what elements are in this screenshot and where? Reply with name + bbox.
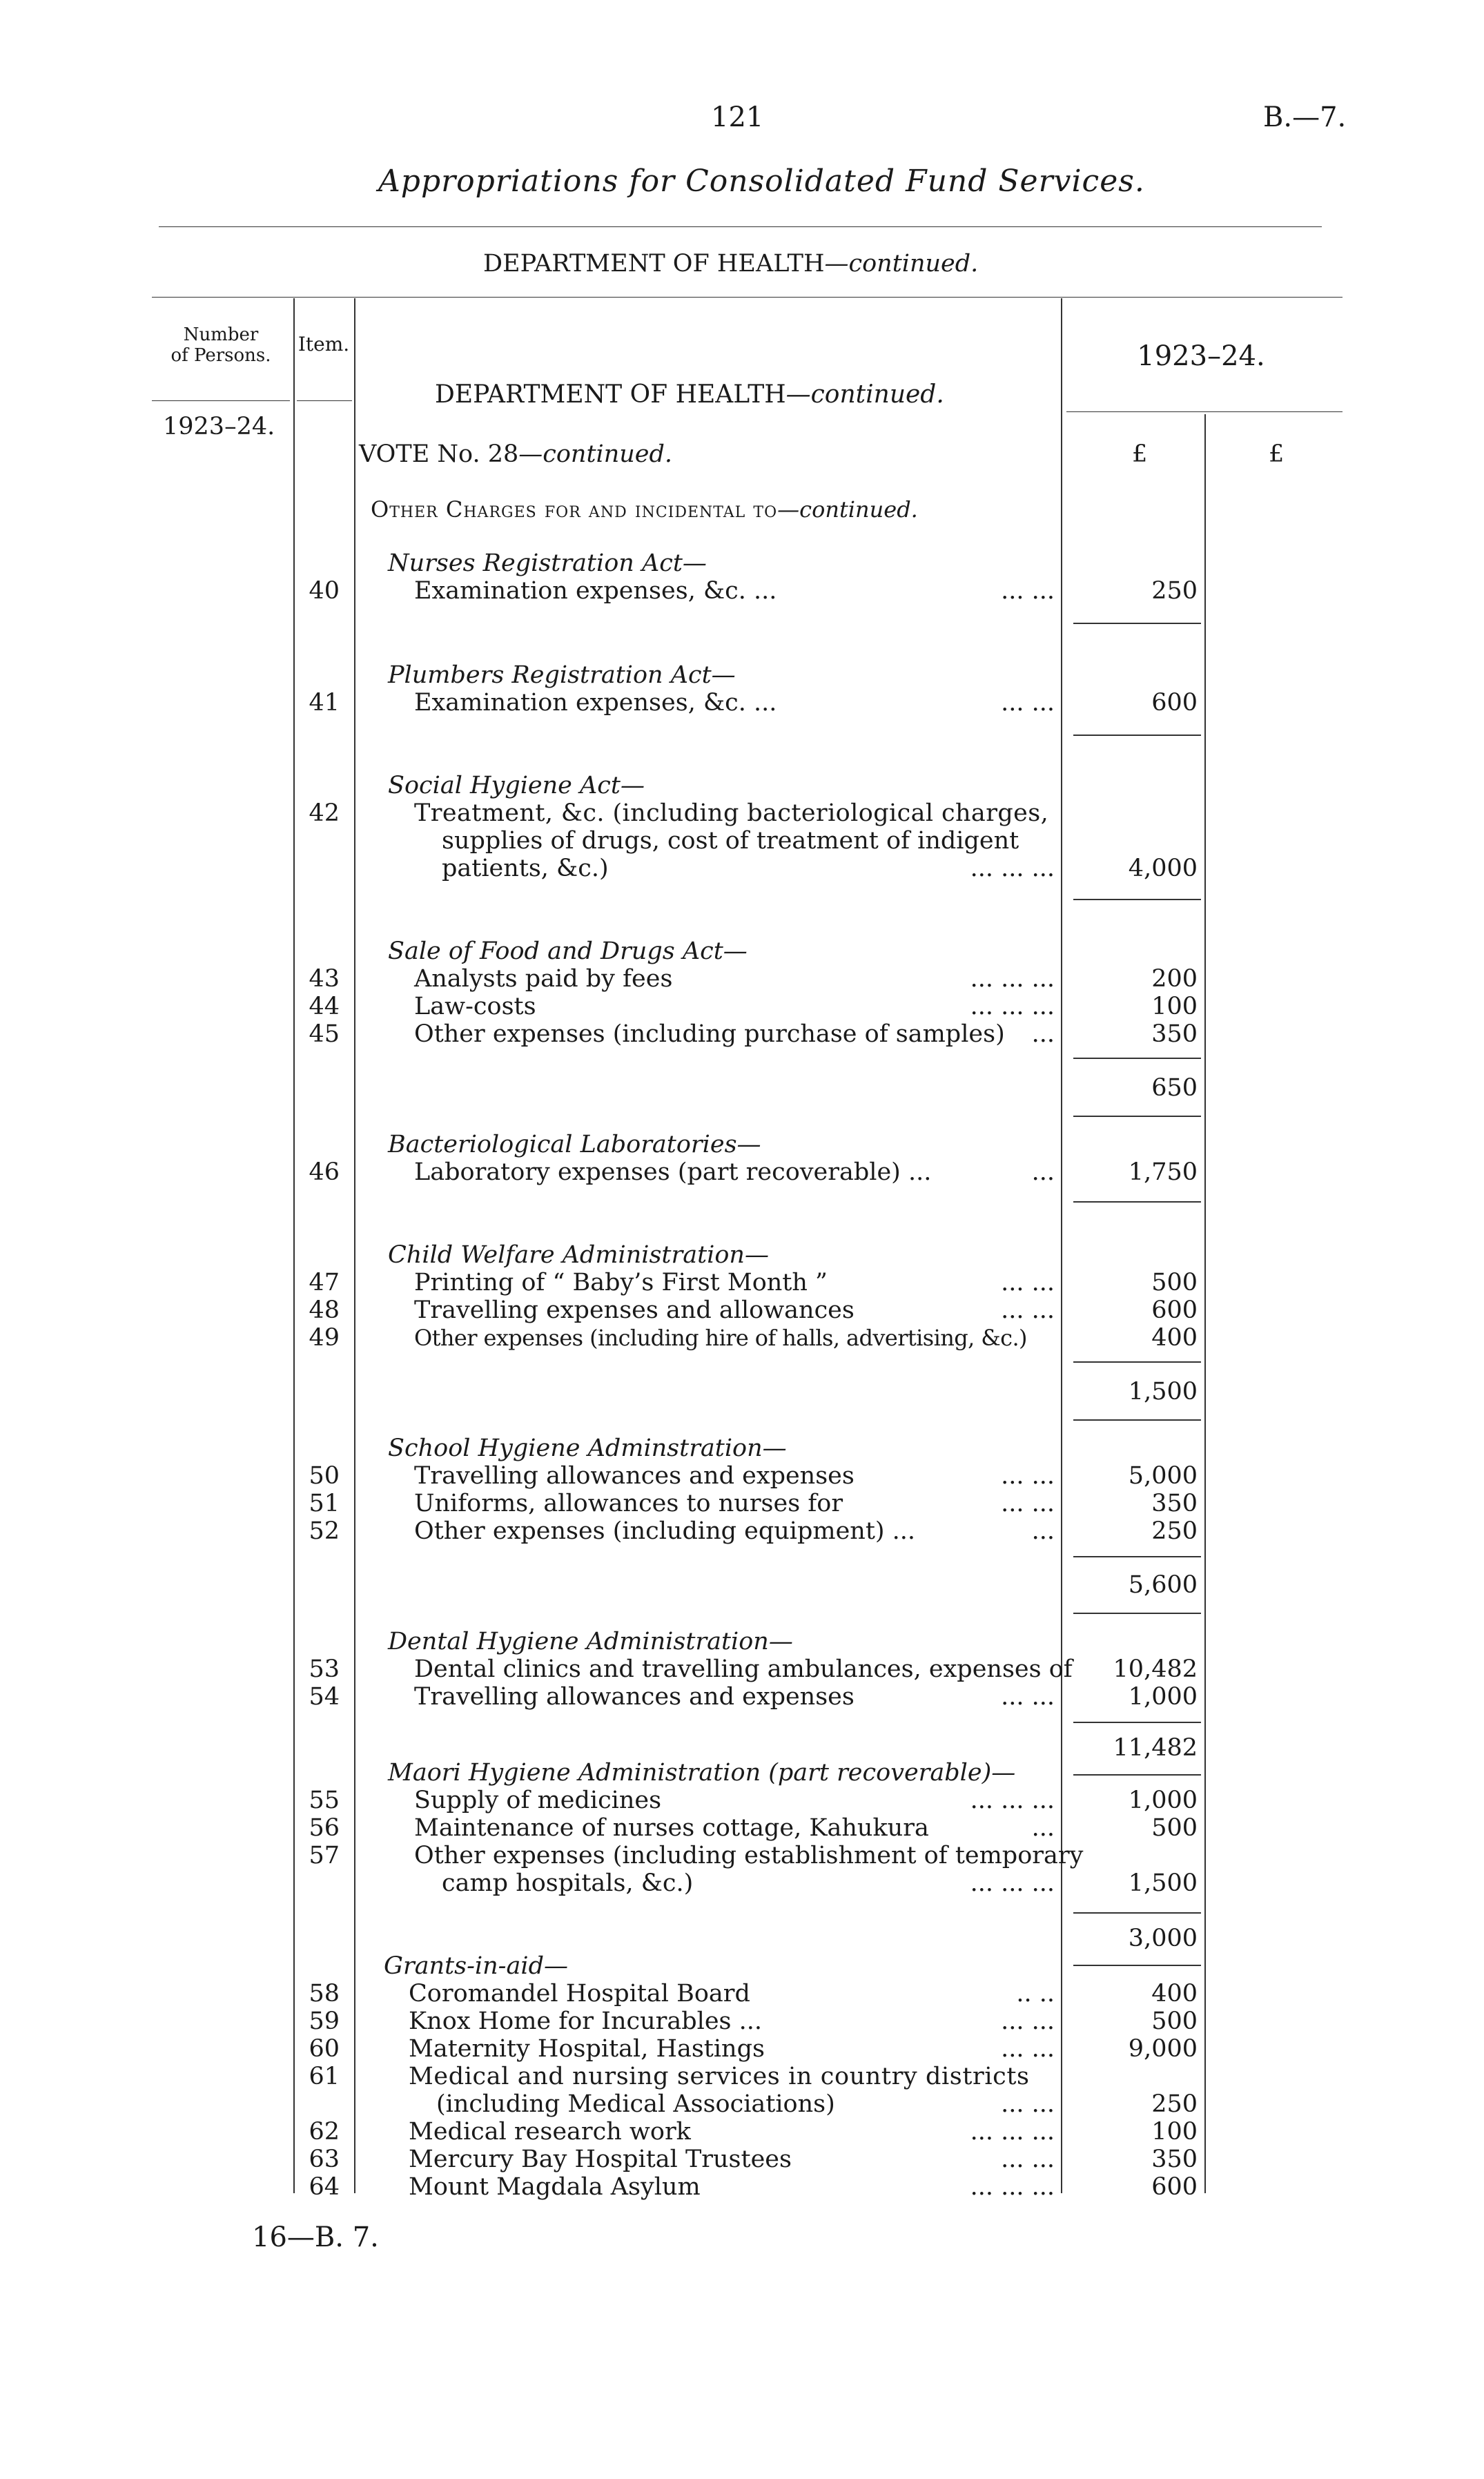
item-amount: 600	[1151, 1296, 1198, 1324]
pound-sign-total: £	[1269, 440, 1285, 468]
item-number: 54	[309, 1683, 340, 1711]
paper-reference: B.—7.	[1263, 101, 1347, 133]
vote-heading	[359, 440, 672, 468]
header-year: 1923–24.	[1137, 340, 1265, 372]
subtotal-rule	[1073, 1058, 1201, 1059]
item-number: 56	[309, 1814, 340, 1842]
item-description: Other expenses (including hire of halls, advertising, &c.)	[414, 1325, 1027, 1351]
section-heading-plumbers: Plumbers Registration Act—	[388, 661, 736, 689]
persons-header-rule	[152, 400, 290, 401]
item-amount: 350	[1151, 1490, 1198, 1517]
subtotal-rule	[1073, 1722, 1201, 1723]
column-divider-total	[1204, 414, 1206, 2193]
amount-rule	[1073, 735, 1201, 736]
persons-label-line2: of Persons.	[170, 345, 271, 366]
item-number: 63	[309, 2146, 340, 2173]
section-heading-dental-hygiene: Dental Hygiene Administration—	[388, 1628, 793, 1655]
item-description: Travelling allowances and expenses	[414, 1683, 855, 1711]
leader-dots: ... ...	[1001, 2146, 1055, 2173]
item-number: 57	[309, 1842, 340, 1869]
item-description: Printing of “ Baby’s First Month ”	[414, 1269, 828, 1296]
item-description: Other expenses (including equipment) ...	[414, 1517, 916, 1545]
item-amount: 500	[1151, 2007, 1198, 2035]
item-number: 45	[309, 1020, 340, 1048]
item-number: 61	[309, 2063, 340, 2090]
title-rule	[159, 226, 1322, 227]
leader-dots: ... ... ...	[970, 2118, 1055, 2146]
leader-dots: ... ... ...	[970, 855, 1055, 882]
item-description: Dental clinics and travelling ambulances, expenses of	[414, 1655, 1073, 1683]
department-heading-main: DEPARTMENT OF HEALTH	[483, 250, 825, 278]
item-number: 62	[309, 2118, 340, 2146]
item-amount: 500	[1151, 1269, 1198, 1296]
column-divider-item	[354, 298, 355, 2193]
total-rule	[1073, 1419, 1201, 1421]
leader-dots: ... ...	[1001, 689, 1055, 717]
item-amount: 1,000	[1128, 1683, 1198, 1711]
leader-dots: ...	[1031, 1158, 1055, 1186]
leader-dots: ... ...	[1001, 577, 1055, 605]
leader-dots: ... ...	[1001, 2090, 1055, 2118]
item-description: Maintenance of nurses cottage, Kahukura	[414, 1814, 929, 1842]
leader-dots: ... ...	[1001, 1490, 1055, 1517]
item-amount: 9,000	[1128, 2035, 1198, 2063]
item-description: Mount Magdala Asylum	[409, 2173, 701, 2201]
item-amount: 500	[1151, 1814, 1198, 1842]
year-header-rule	[1066, 411, 1343, 412]
item-amount: 1,500	[1128, 1869, 1198, 1897]
item-number: 55	[309, 1787, 340, 1814]
leader-dots: ... ... ...	[970, 1869, 1055, 1897]
leader-dots: ...	[1031, 1020, 1055, 1048]
item-number: 52	[309, 1517, 340, 1545]
leader-dots: ... ...	[1001, 2035, 1055, 2063]
department-heading	[483, 250, 978, 278]
item-description: Law-costs	[414, 993, 536, 1020]
total-rule	[1073, 1965, 1201, 1966]
item-description: Uniforms, allowances to nurses for	[414, 1490, 843, 1517]
item-description-line2: supplies of drugs, cost of treatment of indigent	[442, 827, 1019, 855]
item-amount: 10,482	[1113, 1655, 1198, 1683]
leader-dots: ... ... ...	[970, 993, 1055, 1020]
item-description: Examination expenses, &c. ...	[414, 689, 777, 717]
subtotal-rule	[1073, 1912, 1201, 1914]
page-signature: 16—B. 7.	[252, 2222, 379, 2253]
item-description-line1: Medical and nursing services in country districts	[409, 2063, 1030, 2090]
item-amount: 400	[1151, 1324, 1198, 1352]
item-description: Supply of medicines	[414, 1787, 662, 1814]
item-amount: 350	[1151, 2146, 1198, 2173]
total-rule	[1073, 1613, 1201, 1614]
item-amount: 250	[1151, 577, 1198, 605]
body-department-main: DEPARTMENT OF HEALTH	[435, 380, 786, 409]
item-description-line1: Treatment, &c. (including bacteriological charges,	[414, 799, 1049, 827]
item-amount: 1,000	[1128, 1787, 1198, 1814]
item-number: 58	[309, 1980, 340, 2007]
leader-dots: ... ...	[1001, 1269, 1055, 1296]
item-description-line2: camp hospitals, &c.)	[442, 1869, 694, 1897]
vote-number: VOTE No. 28	[359, 440, 519, 468]
other-charges-continued: —continued.	[777, 496, 918, 523]
item-amount: 600	[1151, 689, 1198, 717]
section-heading-child-welfare: Child Welfare Administration—	[388, 1241, 769, 1269]
other-charges-label: Other Charges for and incidental to	[371, 496, 778, 523]
item-number: 40	[309, 577, 340, 605]
leader-dots: ... ...	[1001, 1296, 1055, 1324]
item-amount: 350	[1151, 1020, 1198, 1048]
page-title: Appropriations for Consolidated Fund Services.	[378, 164, 1145, 199]
other-charges-heading	[371, 496, 918, 523]
item-description: Knox Home for Incurables ...	[409, 2007, 763, 2035]
pound-sign-amount: £	[1132, 440, 1148, 468]
item-header-rule	[297, 400, 352, 401]
header-number-of-persons	[152, 324, 290, 366]
item-amount: 600	[1151, 2173, 1198, 2201]
item-description-line2: (including Medical Associations)	[436, 2090, 835, 2118]
leader-dots: ... ... ...	[970, 2173, 1055, 2201]
item-description: Examination expenses, &c. ...	[414, 577, 777, 605]
body-department-heading	[435, 381, 944, 409]
item-number: 46	[309, 1158, 340, 1186]
leader-dots: ... ... ...	[970, 1787, 1055, 1814]
item-amount: 1,750	[1128, 1158, 1198, 1186]
leader-dots: ... ...	[1001, 1462, 1055, 1490]
department-heading-continued: —continued.	[824, 250, 979, 278]
item-description: Coromandel Hospital Board	[409, 1980, 750, 2007]
item-description: Other expenses (including purchase of samples)	[414, 1020, 1005, 1048]
amount-rule	[1073, 623, 1201, 624]
item-description: Maternity Hospital, Hastings	[409, 2035, 765, 2063]
leader-dots: .. ..	[1016, 1980, 1055, 2007]
leader-dots: ...	[1031, 1517, 1055, 1545]
leader-dots: ... ...	[1001, 1683, 1055, 1711]
item-amount: 250	[1151, 2090, 1198, 2118]
item-amount: 100	[1151, 993, 1198, 1020]
item-description: Laboratory expenses (part recoverable) ...	[414, 1158, 932, 1186]
persons-year: 1923–24.	[163, 413, 275, 440]
header-item: Item.	[297, 333, 350, 356]
item-amount: 5,000	[1128, 1462, 1198, 1490]
item-number: 48	[309, 1296, 340, 1324]
body-department-continued: —continued.	[785, 380, 944, 409]
table-top-rule	[152, 297, 1343, 298]
item-amount: 400	[1151, 1980, 1198, 2007]
item-number: 50	[309, 1462, 340, 1490]
item-number: 60	[309, 2035, 340, 2063]
persons-label-line1: Number	[183, 324, 259, 345]
subtotal-rule	[1073, 1361, 1201, 1363]
item-description-line3: patients, &c.)	[442, 855, 609, 882]
item-number: 42	[309, 799, 340, 827]
section-total: 5,600	[1128, 1571, 1198, 1599]
section-total: 1,500	[1128, 1378, 1198, 1406]
item-number: 59	[309, 2007, 340, 2035]
subtotal-rule	[1073, 1556, 1201, 1557]
column-divider-amount	[1061, 298, 1062, 2193]
item-number: 64	[309, 2173, 340, 2201]
item-description-line1: Other expenses (including establishment of temporary	[414, 1842, 1084, 1869]
amount-rule	[1073, 899, 1201, 900]
item-number: 53	[309, 1655, 340, 1683]
item-number: 47	[309, 1269, 340, 1296]
section-heading-nurses: Nurses Registration Act—	[388, 550, 707, 577]
section-heading-bacteriological: Bacteriological Laboratories—	[388, 1131, 761, 1158]
section-heading-grants: Grants-in-aid—	[384, 1952, 568, 1980]
item-number: 43	[309, 965, 340, 993]
item-description: Travelling allowances and expenses	[414, 1462, 855, 1490]
section-heading-food-drugs: Sale of Food and Drugs Act—	[388, 937, 748, 965]
leader-dots: ...	[1031, 1814, 1055, 1842]
amount-rule	[1073, 1201, 1201, 1203]
section-heading-maori-hygiene: Maori Hygiene Administration (part recoverable)—	[388, 1759, 1016, 1787]
leader-dots: ... ... ...	[970, 965, 1055, 993]
section-heading-social-hygiene: Social Hygiene Act—	[388, 772, 645, 799]
section-total: 650	[1151, 1074, 1198, 1102]
item-number: 51	[309, 1490, 340, 1517]
section-total: 11,482	[1113, 1734, 1198, 1762]
item-number: 41	[309, 689, 340, 717]
item-description: Analysts paid by fees	[414, 965, 673, 993]
item-amount: 100	[1151, 2118, 1198, 2146]
item-amount: 250	[1151, 1517, 1198, 1545]
item-amount: 200	[1151, 965, 1198, 993]
item-description: Mercury Bay Hospital Trustees	[409, 2146, 792, 2173]
total-rule	[1073, 1774, 1201, 1776]
page-number: 121	[711, 101, 764, 133]
column-divider-persons	[293, 298, 295, 2193]
item-amount: 4,000	[1128, 855, 1198, 882]
leader-dots: ... ...	[1001, 2007, 1055, 2035]
vote-continued: —continued.	[518, 440, 673, 468]
item-description: Medical research work	[409, 2118, 691, 2146]
total-rule	[1073, 1116, 1201, 1117]
item-number: 44	[309, 993, 340, 1020]
section-heading-school-hygiene: School Hygiene Adminstration—	[388, 1435, 787, 1462]
item-number: 49	[309, 1324, 340, 1352]
section-total: 3,000	[1128, 1925, 1198, 1952]
item-description: Travelling expenses and allowances	[414, 1296, 855, 1324]
